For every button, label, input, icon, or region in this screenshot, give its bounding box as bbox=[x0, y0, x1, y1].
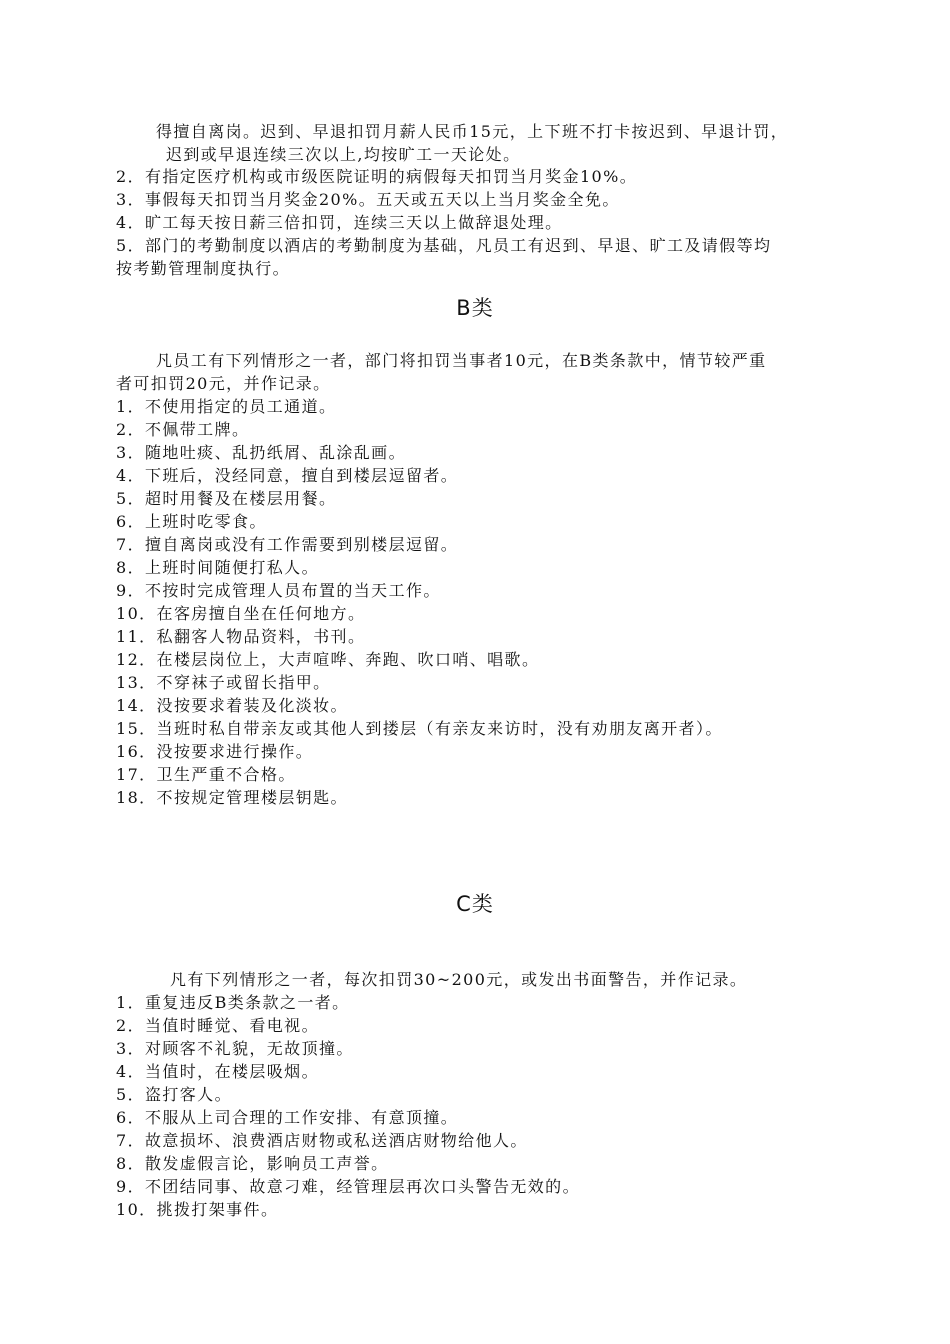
b-item: 12．在楼层岗位上，大声喧哗、奔跑、吹口哨、唱歌。 bbox=[116, 650, 540, 669]
b-item: 18．不按规定管理楼层钥匙。 bbox=[116, 788, 348, 807]
c-item: 6．不服从上司合理的工作安排、有意顶撞。 bbox=[116, 1108, 459, 1127]
b-item: 13．不穿袜子或留长指甲。 bbox=[116, 673, 331, 692]
a-item: 5．部门的考勤制度以酒店的考勤制度为基础，凡员工有迟到、早退、旷工及请假等均 bbox=[116, 236, 772, 255]
section-b-intro-line-2: 者可扣罚20元，并作记录。 bbox=[116, 374, 331, 393]
b-item: 4．下班后，没经同意，擅自到楼层逗留者。 bbox=[116, 466, 459, 485]
section-c-heading: C类 bbox=[456, 892, 494, 916]
c-item: 1．重复违反B类条款之一者。 bbox=[116, 993, 350, 1012]
section-c-intro: 凡有下列情形之一者，每次扣罚30~200元，或发出书面警告，并作记录。 bbox=[170, 970, 748, 989]
c-item: 3．对顾客不礼貌，无故顶撞。 bbox=[116, 1039, 354, 1058]
c-item: 4．当值时，在楼层吸烟。 bbox=[116, 1062, 319, 1081]
b-item: 14．没按要求着装及化淡妆。 bbox=[116, 696, 348, 715]
b-item: 16．没按要求进行操作。 bbox=[116, 742, 314, 761]
b-item: 17．卫生严重不合格。 bbox=[116, 765, 296, 784]
b-item: 5．超时用餐及在楼层用餐。 bbox=[116, 489, 337, 508]
b-item: 6．上班时吃零食。 bbox=[116, 512, 267, 531]
c-item: 8．散发虚假言论，影响员工声誉。 bbox=[116, 1154, 389, 1173]
b-item: 7．擅自离岗或没有工作需要到别楼层逗留。 bbox=[116, 535, 459, 554]
a-item: 4．旷工每天按日薪三倍扣罚，连续三天以上做辞退处理。 bbox=[116, 213, 563, 232]
a-item: 按考勤管理制度执行。 bbox=[116, 259, 291, 278]
b-item: 2．不佩带工牌。 bbox=[116, 420, 250, 439]
b-item: 8．上班时间随便打私人。 bbox=[116, 558, 319, 577]
c-item: 2．当值时睡觉、看电视。 bbox=[116, 1016, 319, 1035]
b-item: 3．随地吐痰、乱扔纸屑、乱涂乱画。 bbox=[116, 443, 406, 462]
b-item: 11．私翻客人物品资料，书刊。 bbox=[116, 627, 366, 646]
a-item: 2．有指定医疗机构或市级医院证明的病假每天扣罚当月奖金10%。 bbox=[116, 167, 638, 186]
section-b-heading: B类 bbox=[456, 296, 494, 320]
a-item: 3．事假每天扣罚当月奖金20%。五天或五天以上当月奖金全免。 bbox=[116, 190, 620, 209]
a-continuation-line-1: 得擅自离岗。迟到、早退扣罚月薪人民币15元，上下班不打卡按迟到、早退计罚， bbox=[156, 122, 789, 141]
c-item: 5．盗打客人。 bbox=[116, 1085, 232, 1104]
b-item: 9．不按时完成管理人员布置的当天工作。 bbox=[116, 581, 441, 600]
b-item: 10．在客房擅自坐在任何地方。 bbox=[116, 604, 366, 623]
section-b-intro-line-1: 凡员工有下列情形之一者，部门将扣罚当事者10元，在B类条款中，情节较严重 bbox=[156, 351, 767, 370]
b-item: 15．当班时私自带亲友或其他人到搂层（有亲友来访时，没有劝朋友离开者）。 bbox=[116, 719, 723, 738]
b-item: 1．不使用指定的员工通道。 bbox=[116, 397, 337, 416]
c-item: 10．挑拨打架事件。 bbox=[116, 1200, 279, 1219]
c-item: 9．不团结同事、故意刁难，经管理层再次口头警告无效的。 bbox=[116, 1177, 580, 1196]
a-continuation-line-2: 迟到或早退连续三次以上,均按旷工一天论处。 bbox=[166, 145, 521, 164]
c-item: 7．故意损坏、浪费酒店财物或私送酒店财物给他人。 bbox=[116, 1131, 528, 1150]
